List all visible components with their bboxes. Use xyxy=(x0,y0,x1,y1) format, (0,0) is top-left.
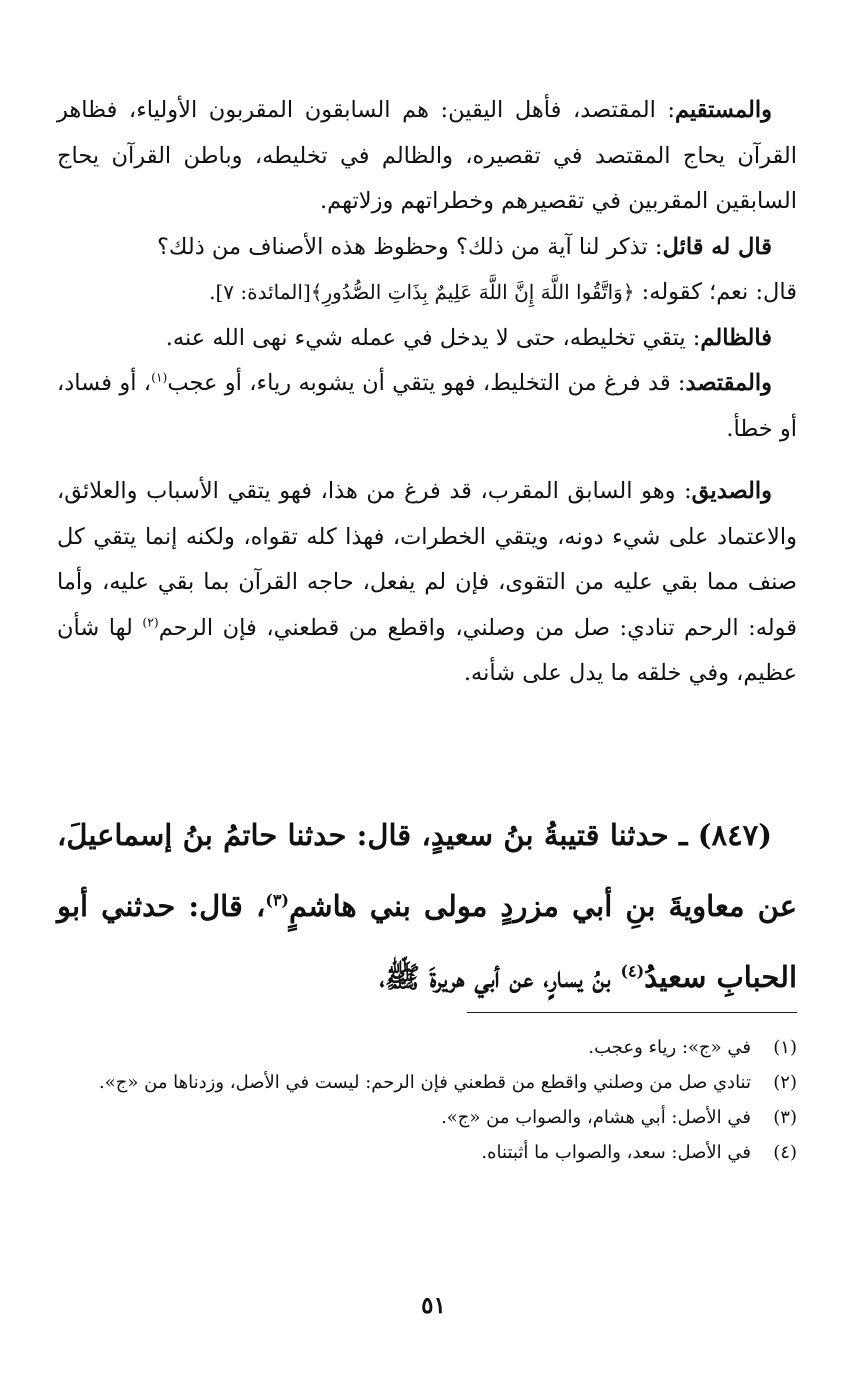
term-mustaqim: والمستقيم xyxy=(675,97,772,123)
footnote-number: (١) xyxy=(773,1037,797,1058)
term-zalim: فالظالم xyxy=(700,324,772,351)
footnote-marker-2: (٢) xyxy=(142,615,159,629)
footnote-4 xyxy=(57,1135,797,1170)
paragraph-text: لها شأن عظيم، وفي خلقه ما يدل على شأنه. xyxy=(57,614,797,686)
hadith-847 xyxy=(57,800,797,1013)
footnote-text: في الأصل: أبي هشام، والصواب من «ج». xyxy=(441,1107,751,1128)
paragraph-text: : قد فرغ من التخليط، فهو يتقي أن يشوبه رياء، أو عجب xyxy=(167,370,686,396)
paragraph-question xyxy=(57,225,797,271)
footnote-1 xyxy=(57,1030,797,1065)
paragraph-text: ، أو فساد، أو خطأ. xyxy=(57,370,797,442)
paragraph-answer xyxy=(57,270,797,316)
answer-lead: قال: نعم؛ كقوله: xyxy=(634,279,797,305)
footnote-marker-1: (١) xyxy=(151,370,168,385)
page-number: ٥١ xyxy=(421,1292,446,1319)
footnote-text: تنادي صل من وصلني واقطع من قطعني فإن الرحم: ليست في الأصل، وزدناها من «ج». xyxy=(99,1072,751,1093)
footnote-marker-4: (٤) xyxy=(620,961,645,981)
footnotes xyxy=(57,1030,797,1170)
paragraph-text: : المقتصد، فأهل اليقين: هم السابقون المقربون الأولياء، فظاهر القرآن يحاج المقتصد في تقصيره، والظالم في تخليطه، وباطن القرآن يحاج السابقين المقربين في تقصيرهم وخطراتهم وزلاتهم. xyxy=(57,97,797,214)
verse-reference: [المائدة: ٧]. xyxy=(209,280,311,304)
footnote-2 xyxy=(57,1065,797,1100)
paragraph-text: : يتقي تخليطه، حتى لا يدخل في عمله شيء نهى الله عنه. xyxy=(165,324,701,351)
footnote-text: في «ج»: رياء وعجب. xyxy=(588,1037,751,1058)
term-siddiq: والصديق xyxy=(691,478,772,504)
paragraph-muqtasid xyxy=(57,361,797,452)
footnote-divider xyxy=(467,1012,797,1013)
footnote-3 xyxy=(57,1100,797,1135)
paragraph-mustaqim xyxy=(57,88,797,225)
footnote-number: (٢) xyxy=(773,1072,797,1093)
hadith-number: (٨٤٧) xyxy=(697,818,772,852)
term-qail: قال له قائل xyxy=(662,233,772,260)
term-muqtasid: والمقتصد xyxy=(685,370,772,396)
hadith-chain: ، قال: حدثني أبو الحبابِ سعيدُ xyxy=(57,889,797,994)
paragraph-zalim xyxy=(57,316,797,362)
quran-verse: ﴿وَاتَّقُوا اللَّهَ إِنَّ اللَّهَ عَلِيمٌ بِذَاتِ الصُّدُورِ﴾ xyxy=(310,280,635,304)
footnote-number: (٣) xyxy=(773,1107,797,1128)
paragraph-text: : وهو السابق المقرب، قد فرغ من هذا، فهو يتقي الأسباب والعلائق، والاعتماد على شيء دونه، ويتقي الخطرات، فهذا كله تقواه، ولكنه إنما يتقي كل صنف مما بقي عليه من التقوى، فإن لم يفعل، حاجه القرآن بما بقي عليه، وأما قوله: الرحم تنادي: صل من وصلني، واقطع من قطعني، فإن الرحم xyxy=(57,478,797,641)
footnote-marker-3: (٣) xyxy=(265,890,289,910)
paragraph-siddiq xyxy=(57,469,797,697)
paragraph-text: : تذكر لنا آية من ذلك؟ وحظوظ هذه الأصناف من ذلك؟ xyxy=(156,233,663,260)
commentary-body xyxy=(57,88,797,697)
hadith-chain: ـ حدثنا قتيبةُ بنُ سعيدٍ، قال: حدثنا حاتمُ بنُ إسماعيلَ، عن معاويةَ بنِ أبي مزردٍ مولى بني هاشمٍ xyxy=(57,818,797,923)
footnote-number: (٤) xyxy=(773,1142,797,1163)
hadith-chain: بنُ يسارٍ، عن أبي هريرةَ ﷺ، xyxy=(379,960,621,994)
footnote-text: في الأصل: سعد، والصواب ما أثبتناه. xyxy=(481,1142,751,1163)
hadith-text xyxy=(57,800,797,1013)
